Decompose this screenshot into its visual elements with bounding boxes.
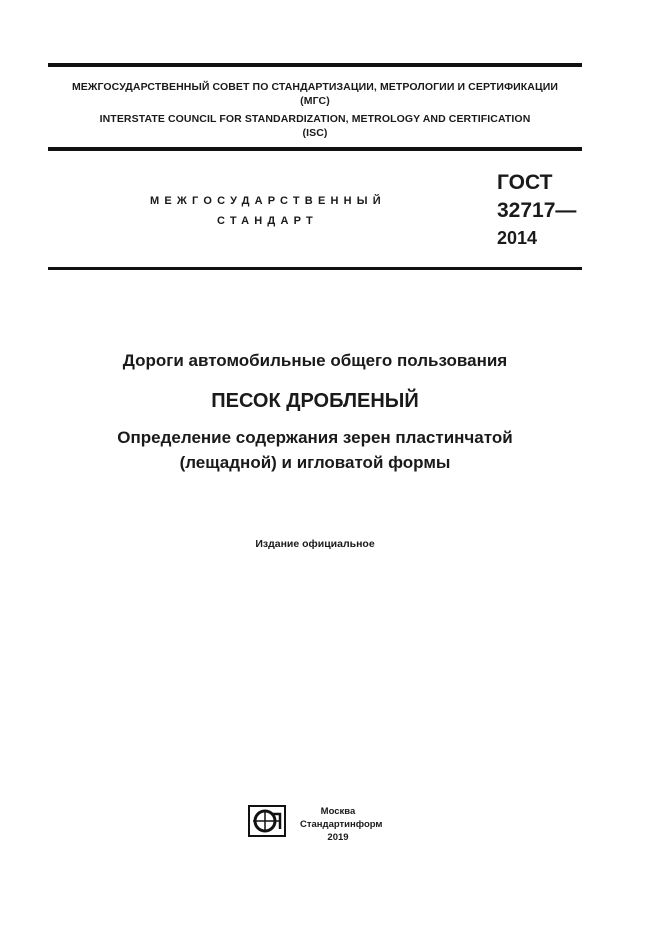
- council-name-ru: МЕЖГОСУДАРСТВЕННЫЙ СОВЕТ ПО СТАНДАРТИЗАЦИИ, МЕТРОЛОГИИ И СЕРТИФИКАЦИИ: [71, 81, 559, 93]
- gost-year: 2014: [497, 228, 538, 248]
- title-line4: (лещадной) и игловатой формы: [179, 453, 451, 472]
- standartinform-logo-icon: [248, 805, 286, 837]
- title-line3: Определение содержания зерен пластинчатой: [117, 428, 513, 447]
- standard-type-line2: СТАНДАРТ: [217, 215, 318, 227]
- publisher-name: Стандартинформ: [300, 819, 383, 830]
- middle-rule: [48, 147, 582, 151]
- publisher-city: Москва: [320, 806, 356, 817]
- bottom-rule: [48, 267, 582, 270]
- publisher-year: 2019: [327, 832, 349, 843]
- council-abbr-en: (ISC): [302, 127, 328, 139]
- gost-number: 32717—: [497, 199, 577, 222]
- title-line2: ПЕСОК ДРОБЛЕНЫЙ: [211, 390, 419, 412]
- gost-prefix: ГОСТ: [497, 171, 553, 194]
- standard-type-line1: МЕЖГОСУДАРСТВЕННЫЙ: [150, 195, 386, 207]
- top-rule: [48, 63, 582, 67]
- council-abbr-ru: (МГС): [300, 95, 330, 107]
- edition-label: Издание официальное: [255, 538, 375, 550]
- council-name-en: INTERSTATE COUNCIL FOR STANDARDIZATION, METROLOGY AND CERTIFICATION: [99, 113, 531, 125]
- title-line1: Дороги автомобильные общего пользования: [122, 351, 508, 370]
